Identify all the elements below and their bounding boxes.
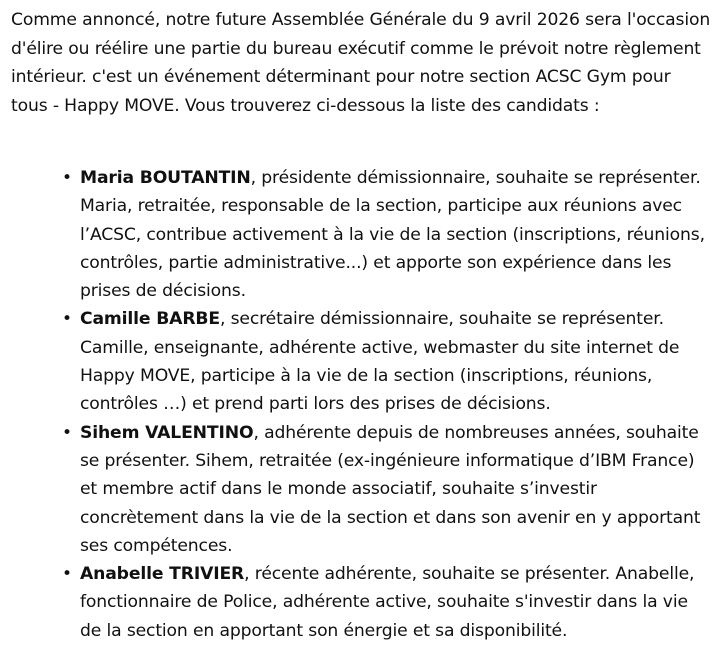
candidate-description: , récente adhérente, souhaite se présenter. Anabelle, fonctionnaire de Police, adhérente active, souhaite s'investir dans la vie de la section en apportant son énergie et sa disponibilité. xyxy=(80,564,695,641)
bullet-icon: • xyxy=(62,309,72,330)
candidate-item-boutantin xyxy=(62,164,712,305)
candidate-item-barbe xyxy=(62,305,712,418)
candidate-name: Sihem VALENTINO xyxy=(80,422,254,443)
candidate-description: , présidente démissionnaire, souhaite se représenter. Maria, retraitée, responsable de la section, participe aux réunions avec l’ACSC, contribue activement à la vie de la section (inscriptions, réunions, contrôles, partie administrative...) et apporte son expérience dans les prises de décisions. xyxy=(80,168,705,302)
intro-paragraph: Comme annoncé, notre future Assemblée Générale du 9 avril 2026 sera l'occasion d'élire ou réélire une partie du bureau exécutif comme le prévoit notre règlement intérieur. c'est un événement déterminant pour notre section ACSC Gym pour tous - Happy MOVE. Vous trouverez ci-dessous la liste des candidats : xyxy=(11,10,711,116)
candidate-description: , secrétaire démissionnaire, souhaite se représenter. Camille, enseignante, adhérente active, webmaster du site internet de Happy MOVE, participe à la vie de la section (inscriptions, réunions, contrôles …) et prend parti lors des prises de décisions. xyxy=(80,309,680,415)
candidate-description: , adhérente depuis de nombreuses années, souhaite se présenter. Sihem, retraitée (ex-ingénieure informatique d’IBM France) et membre actif dans le monde associatif, souhaite s’investir concrètement dans la vie de la section et dans son avenir en y apportant ses compétences. xyxy=(80,422,701,556)
candidate-name: Anabelle TRIVIER xyxy=(80,564,245,585)
bullet-icon: • xyxy=(62,564,72,585)
candidate-name: Maria BOUTANTIN xyxy=(80,168,251,188)
bullet-icon: • xyxy=(62,168,72,188)
candidate-list xyxy=(11,164,712,645)
bullet-icon: • xyxy=(62,422,72,443)
candidate-name: Camille BARBE xyxy=(80,309,220,330)
candidate-item-valentino xyxy=(62,419,712,560)
candidate-item-trivier xyxy=(62,560,712,645)
